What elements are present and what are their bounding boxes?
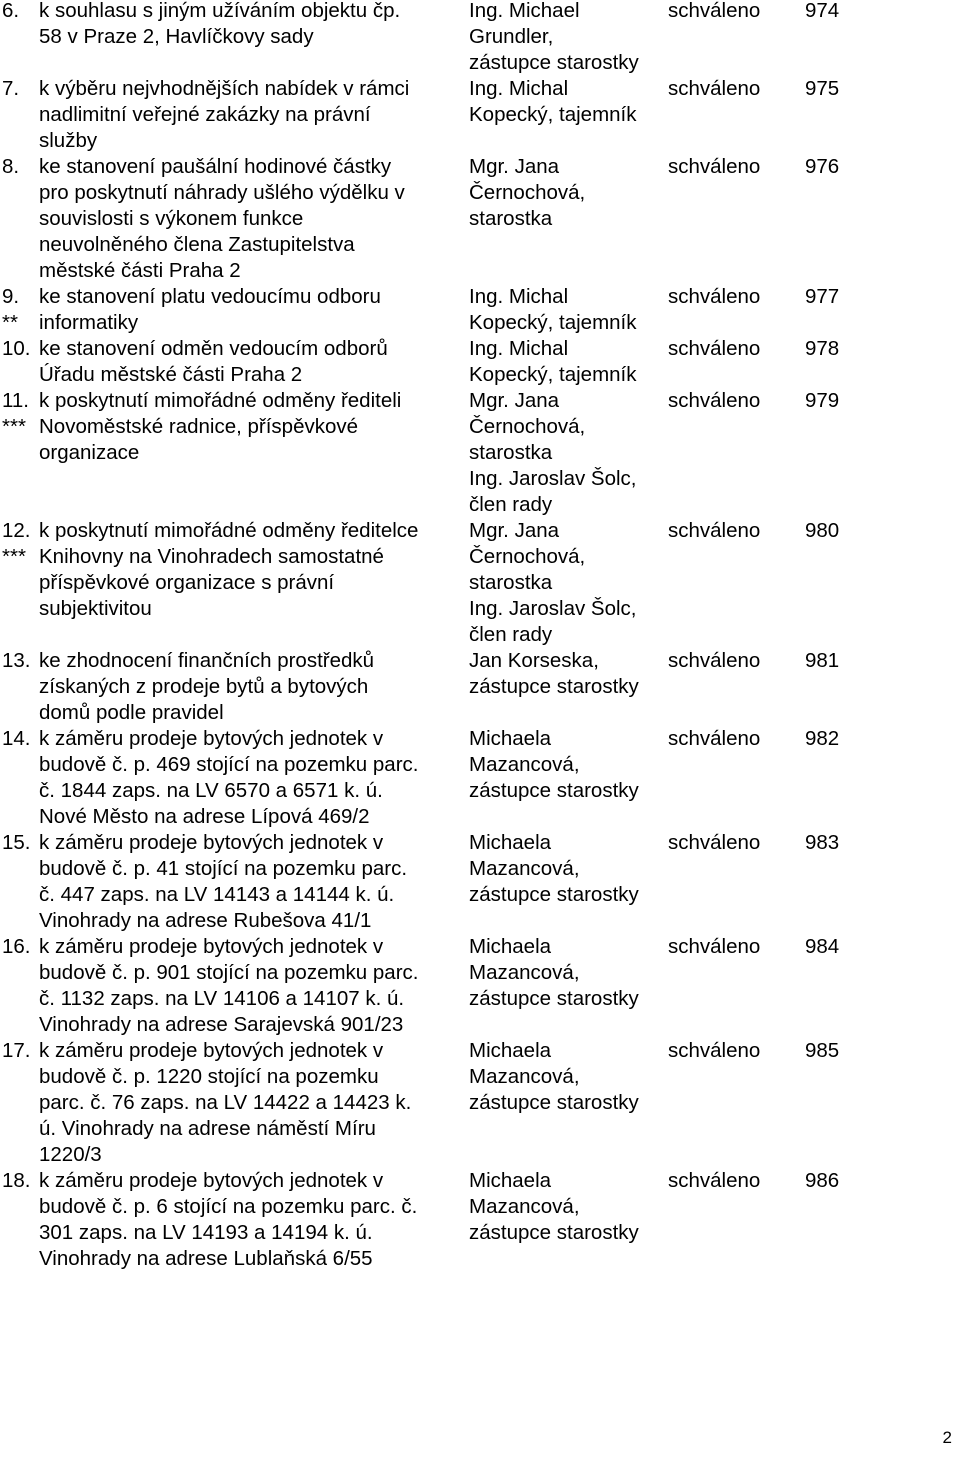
item-subject: [39, 336, 388, 388]
item-subject-line: souvislosti s výkonem funkce: [39, 207, 304, 230]
item-presenter: [469, 830, 639, 908]
item-status: schváleno: [668, 649, 761, 672]
item-subject-line: městské části Praha 2: [39, 259, 241, 282]
item-subject-line: 1220/3: [39, 1143, 102, 1166]
item-subject-line: k záměru prodeje bytových jednotek v: [39, 1039, 384, 1062]
item-subject-line: pro poskytnutí náhrady ušlého výdělku v: [39, 181, 405, 204]
item-number: 17.: [2, 1039, 31, 1062]
resolution-number: 975: [805, 77, 840, 100]
item-subject-line: příspěvkové organizace s právní: [39, 571, 335, 594]
item-subject-line: č. 1844 zaps. na LV 6570 a 6571 k. ú.: [39, 779, 383, 802]
item-subject-line: k záměru prodeje bytových jednotek v: [39, 1169, 384, 1192]
item-presenter-line: starostka: [469, 571, 553, 594]
item-presenter-line: Kopecký, tajemník: [469, 311, 637, 334]
item-subject-line: k výběru nejvhodnějších nabídek v rámci: [39, 77, 410, 100]
item-status: schváleno: [668, 1169, 761, 1192]
item-number: 16.: [2, 935, 31, 958]
item-subject-line: získaných z prodeje bytů a bytových: [39, 675, 369, 698]
item-subject-line: nadlimitní veřejné zakázky na právní: [39, 103, 371, 126]
item-subject: [39, 518, 418, 622]
item-presenter-line: Mgr. Jana: [469, 519, 560, 542]
item-subject-line: Vinohrady na adrese Sarajevská 901/23: [39, 1013, 404, 1036]
resolution-row: [0, 284, 960, 336]
item-subject-line: Knihovny na Vinohradech samostatné: [39, 545, 384, 568]
resolution-number: 977: [805, 285, 840, 308]
item-presenter-line: Mgr. Jana: [469, 155, 560, 178]
item-presenter-line: Mazancová,: [469, 753, 580, 776]
item-subject-line: budově č. p. 1220 stojící na pozemku: [39, 1065, 379, 1088]
item-subject-line: k záměru prodeje bytových jednotek v: [39, 831, 384, 854]
item-presenter-line: Černochová,: [469, 545, 586, 568]
item-presenter-line: Kopecký, tajemník: [469, 363, 637, 386]
item-subject: [39, 648, 374, 726]
item-number: 14.: [2, 727, 31, 750]
item-number: 6.: [2, 0, 20, 22]
item-presenter-line: Michaela: [469, 935, 552, 958]
item-presenter-line: zástupce starostky: [469, 1091, 639, 1114]
item-subject-line: ke zhodnocení finančních prostředků: [39, 649, 375, 672]
item-presenter-line: starostka: [469, 207, 553, 230]
item-status: schváleno: [668, 337, 761, 360]
item-subject-line: č. 1132 zaps. na LV 14106 a 14107 k. ú.: [39, 987, 405, 1010]
item-marker: ***: [2, 545, 26, 568]
item-presenter: [469, 0, 639, 76]
item-presenter: [469, 934, 639, 1012]
resolution-row: [0, 0, 960, 76]
item-presenter-line: zástupce starostky: [469, 1221, 639, 1244]
resolution-number: 981: [805, 649, 840, 672]
item-subject: [39, 76, 409, 154]
item-number: 12.: [2, 519, 31, 542]
item-subject-line: Nové Město na adrese Lípová 469/2: [39, 805, 370, 828]
item-presenter-line: Ing. Jaroslav Šolc,: [469, 597, 637, 620]
item-presenter-line: Grundler,: [469, 25, 554, 48]
resolution-row: [0, 1038, 960, 1168]
item-number: 18.: [2, 1169, 31, 1192]
item-presenter-line: Mazancová,: [469, 1195, 580, 1218]
item-presenter: [469, 388, 637, 518]
resolution-number: 984: [805, 935, 840, 958]
item-subject-line: ke stanovení paušální hodinové částky: [39, 155, 392, 178]
item-subject: [39, 830, 407, 934]
resolution-row: [0, 1168, 960, 1272]
item-subject-line: služby: [39, 129, 98, 152]
item-number: 10.: [2, 337, 31, 360]
item-presenter-line: Michaela: [469, 831, 552, 854]
item-subject-line: organizace: [39, 441, 140, 464]
item-presenter-line: Michaela: [469, 1169, 552, 1192]
item-subject-line: Novoměstské radnice, příspěvkové: [39, 415, 359, 438]
item-subject-line: domů podle pravidel: [39, 701, 224, 724]
item-presenter-line: člen rady: [469, 493, 553, 516]
item-subject-line: Vinohrady na adrese Lublaňská 6/55: [39, 1247, 373, 1270]
resolution-row: [0, 518, 960, 648]
item-presenter-line: Ing. Michael: [469, 0, 580, 22]
resolution-row: [0, 934, 960, 1038]
item-presenter-line: Jan Korseska,: [469, 649, 599, 672]
item-presenter-line: Mazancová,: [469, 1065, 580, 1088]
item-presenter: [469, 336, 637, 388]
item-presenter-line: zástupce starostky: [469, 51, 639, 74]
item-presenter-line: starostka: [469, 441, 553, 464]
item-subject-line: neuvolněného člena Zastupitelstva: [39, 233, 355, 256]
item-subject-line: 301 zaps. na LV 14193 a 14194 k. ú.: [39, 1221, 373, 1244]
item-presenter-line: Mazancová,: [469, 857, 580, 880]
resolution-number: 986: [805, 1169, 840, 1192]
item-presenter-line: Černochová,: [469, 181, 586, 204]
item-presenter-line: Ing. Michal: [469, 77, 569, 100]
item-presenter-line: zástupce starostky: [469, 675, 639, 698]
item-status: schváleno: [668, 77, 761, 100]
item-presenter-line: Ing. Jaroslav Šolc,: [469, 467, 637, 490]
item-presenter-line: člen rady: [469, 623, 553, 646]
item-subject-line: subjektivitou: [39, 597, 152, 620]
item-presenter: [469, 284, 637, 336]
item-status: schváleno: [668, 727, 761, 750]
item-number: 13.: [2, 649, 31, 672]
resolution-number: 980: [805, 519, 840, 542]
resolution-number: 974: [805, 0, 840, 22]
item-presenter-line: Michaela: [469, 1039, 552, 1062]
item-status: schváleno: [668, 935, 761, 958]
resolution-row: [0, 830, 960, 934]
item-presenter: [469, 1168, 639, 1246]
item-subject-line: ke stanovení platu vedoucímu odboru: [39, 285, 381, 308]
item-presenter-line: Michaela: [469, 727, 552, 750]
item-status: schváleno: [668, 155, 761, 178]
item-presenter-line: Mgr. Jana: [469, 389, 560, 412]
item-subject-line: Úřadu městské části Praha 2: [39, 363, 303, 386]
item-subject-line: Vinohrady na adrese Rubešova 41/1: [39, 909, 372, 932]
item-status: schváleno: [668, 0, 761, 22]
item-presenter-line: Mazancová,: [469, 961, 580, 984]
resolution-row: [0, 336, 960, 388]
item-subject: [39, 934, 418, 1038]
item-subject-line: budově č. p. 41 stojící na pozemku parc.: [39, 857, 408, 880]
item-presenter-line: zástupce starostky: [469, 883, 639, 906]
item-presenter: [469, 726, 639, 804]
item-status: schváleno: [668, 519, 761, 542]
item-subject: [39, 284, 381, 336]
item-presenter-line: Kopecký, tajemník: [469, 103, 637, 126]
item-subject: [39, 1038, 411, 1168]
item-subject-line: budově č. p. 469 stojící na pozemku parc.: [39, 753, 419, 776]
resolution-number: 985: [805, 1039, 840, 1062]
item-status: schváleno: [668, 285, 761, 308]
item-marker: ***: [2, 415, 26, 438]
resolution-row: [0, 648, 960, 726]
item-presenter-line: Ing. Michal: [469, 337, 569, 360]
item-subject-line: k záměru prodeje bytových jednotek v: [39, 727, 384, 750]
item-presenter-line: zástupce starostky: [469, 779, 639, 802]
item-presenter: [469, 518, 637, 648]
item-status: schváleno: [668, 831, 761, 854]
resolution-row: [0, 76, 960, 154]
resolution-number: 976: [805, 155, 840, 178]
item-subject-line: 58 v Praze 2, Havlíčkovy sady: [39, 25, 314, 48]
item-subject-line: č. 447 zaps. na LV 14143 a 14144 k. ú.: [39, 883, 395, 906]
item-subject-line: ke stanovení odměn vedoucím odborů: [39, 337, 388, 360]
item-subject-line: budově č. p. 6 stojící na pozemku parc. č.: [39, 1195, 418, 1218]
item-presenter-line: zástupce starostky: [469, 987, 639, 1010]
item-subject: [39, 388, 401, 466]
resolution-number: 983: [805, 831, 840, 854]
item-subject-line: parc. č. 76 zaps. na LV 14422 a 14423 k.: [39, 1091, 412, 1114]
item-number: 7.: [2, 77, 20, 100]
item-marker: **: [2, 311, 18, 334]
item-presenter: [469, 648, 639, 700]
item-subject: [39, 726, 418, 830]
item-number: 15.: [2, 831, 31, 854]
item-subject-line: budově č. p. 901 stojící na pozemku parc.: [39, 961, 419, 984]
item-status: schváleno: [668, 389, 761, 412]
page-number: 2: [942, 1428, 952, 1447]
resolution-row: [0, 388, 960, 518]
resolution-number: 978: [805, 337, 840, 360]
item-presenter-line: Ing. Michal: [469, 285, 569, 308]
item-subject-line: k poskytnutí mimořádné odměny řediteli: [39, 389, 402, 412]
item-presenter: [469, 154, 585, 232]
resolution-number: 982: [805, 727, 840, 750]
resolution-number: 979: [805, 389, 840, 412]
item-status: schváleno: [668, 1039, 761, 1062]
item-number: 9.: [2, 285, 20, 308]
item-subject-line: k záměru prodeje bytových jednotek v: [39, 935, 384, 958]
item-subject-line: informatiky: [39, 311, 139, 334]
item-presenter-line: Černochová,: [469, 415, 586, 438]
item-subject-line: k poskytnutí mimořádné odměny ředitelce: [39, 519, 419, 542]
item-number: 11.: [2, 389, 29, 412]
item-subject: [39, 0, 400, 50]
item-subject-line: ú. Vinohrady na adrese náměstí Míru: [39, 1117, 376, 1140]
resolution-row: [0, 154, 960, 284]
item-subject: [39, 1168, 417, 1272]
item-presenter: [469, 76, 637, 128]
resolution-row: [0, 726, 960, 830]
item-subject-line: k souhlasu s jiným užíváním objektu čp.: [39, 0, 401, 22]
item-subject: [39, 154, 405, 284]
item-number: 8.: [2, 155, 20, 178]
item-presenter: [469, 1038, 639, 1116]
